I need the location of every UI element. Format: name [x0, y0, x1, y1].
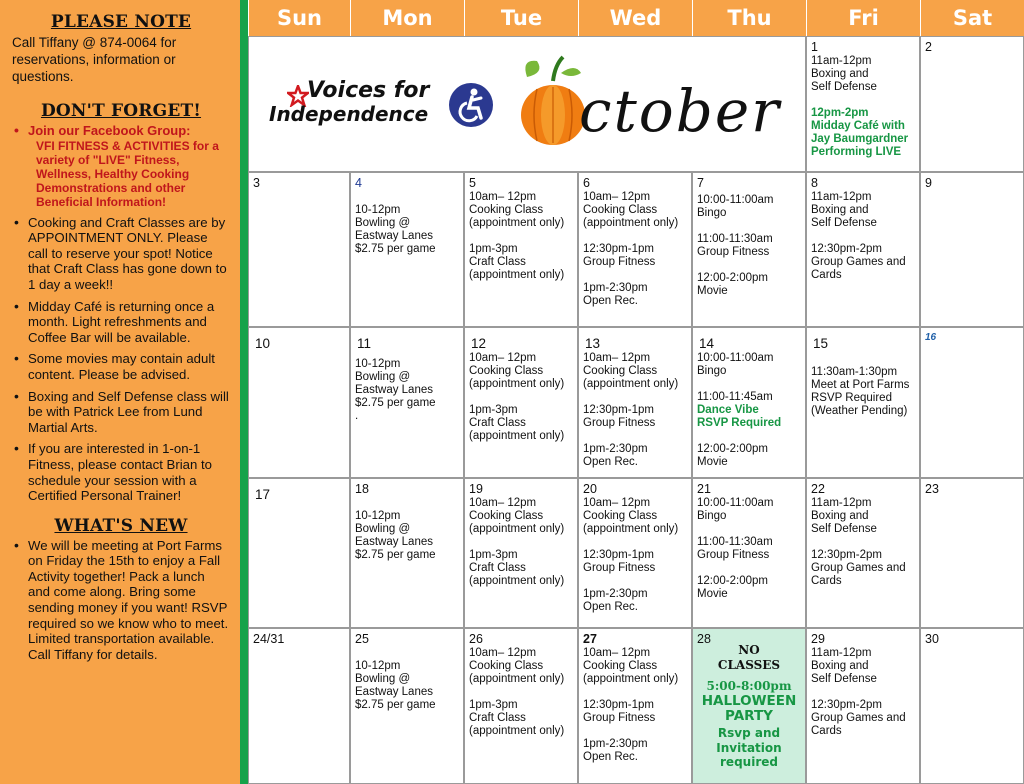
accessibility-icon: [447, 81, 495, 129]
day-cell-5: [464, 172, 578, 327]
date-number: 27: [583, 632, 597, 646]
list-item: • Cooking and Craft Classes are by APPOINTMENT ONLY. Please call to reserve your spot! Notice that Craft Class has gone down to 1 day a week!!: [12, 215, 230, 293]
day-header-wed: Wed: [578, 0, 692, 36]
date-number: 29: [811, 632, 825, 646]
october-title: ctober: [579, 77, 781, 145]
date-number: 16: [925, 332, 937, 343]
whats-new-list: [12, 538, 230, 663]
bowling-event: 10-12pm Bowling @ Eastway Lanes $2.75 per game: [355, 510, 436, 561]
date-number: 9: [925, 176, 932, 190]
date-number: 23: [925, 482, 939, 496]
craft-class-event: 1pm-3pm Craft Class (appointment only): [469, 404, 565, 442]
date-number: 2: [925, 40, 932, 54]
bingo-event: 10:00-11:00am Bingo: [697, 194, 774, 219]
date-number: 30: [925, 632, 939, 646]
cooking-class-event: 10am– 12pm Cooking Class (appointment only): [469, 497, 565, 535]
day-cell-13: [578, 327, 692, 478]
cooking-class-event: 10am– 12pm Cooking Class (appointment only): [583, 191, 679, 229]
date-number: 18: [355, 482, 369, 496]
day-cell-11: [350, 327, 464, 478]
halloween-time: 5:00-8:00pm: [706, 679, 792, 693]
day-cell-25: [350, 628, 464, 784]
cooking-class-event: 10am– 12pm Cooking Class (appointment only): [583, 352, 679, 390]
list-item: • If you are interested in 1-on-1 Fitness, please contact Brian to schedule your session with a Certified Personal Trainer!: [12, 441, 230, 503]
open-rec-event: 1pm-2:30pm Open Rec.: [583, 738, 648, 763]
movie-event: 12:00-2:00pm Movie: [697, 272, 768, 297]
date-number: 10: [255, 336, 271, 351]
bowling-event: 10-12pm Bowling @ Eastway Lanes $2.75 per game .: [355, 358, 436, 422]
date-number: 12: [471, 336, 487, 351]
date-number: 26: [469, 632, 483, 646]
craft-class-event: 1pm-3pm Craft Class (appointment only): [469, 243, 565, 281]
date-number: 21: [697, 482, 711, 496]
craft-class-event: 1pm-3pm Craft Class (appointment only): [469, 699, 565, 737]
halloween-rsvp-note: Rsvp and Invitation required: [716, 726, 782, 769]
craft-class-event: 1pm-3pm Craft Class (appointment only): [469, 549, 565, 587]
day-cell-6: [578, 172, 692, 327]
movie-event: 12:00-2:00pm Movie: [697, 575, 768, 600]
day-cell-8: [806, 172, 920, 327]
cooking-class-event: 10am– 12pm Cooking Class (appointment only): [583, 647, 679, 685]
day-cell-19: [464, 478, 578, 628]
day-header-sun: Sun: [248, 0, 350, 36]
day-cell-26: [464, 628, 578, 784]
day-cell-15: [806, 327, 920, 478]
day-cell-29: [806, 628, 920, 784]
open-rec-event: 1pm-2:30pm Open Rec.: [583, 282, 648, 307]
bowling-event: 10-12pm Bowling @ Eastway Lanes $2.75 per game: [355, 660, 436, 711]
date-number: 5: [469, 176, 476, 190]
group-fitness-event: 12:30pm-1pm Group Fitness: [583, 549, 656, 574]
list-item: • Some movies may contain adult content. Please be advised.: [12, 351, 230, 382]
dont-forget-list: [12, 123, 230, 504]
day-cell-21: [692, 478, 806, 628]
green-divider: [240, 0, 248, 784]
day-cell-1: [806, 36, 920, 172]
day-cell-20: [578, 478, 692, 628]
group-games-event: 12:30pm-2pm Group Games and Cards: [811, 243, 906, 281]
day-cell-30: [920, 628, 1024, 784]
logo-line-1: Voices for: [307, 78, 430, 103]
day-header-fri: Fri: [806, 0, 920, 36]
event-title: Boxing and: [811, 68, 869, 80]
voices-for-independence-logo: [269, 79, 429, 125]
bowling-event: 10-12pm Bowling @ Eastway Lanes $2.75 per game: [355, 204, 436, 255]
port-farms-event: 11:30am-1:30pm Meet at Port Farms RSVP Required (Weather Pending): [811, 366, 910, 417]
day-cell-23: [920, 478, 1024, 628]
info-sidebar: [0, 0, 240, 784]
dont-forget-heading: DON'T FORGET!: [40, 101, 202, 121]
date-number: 4: [355, 176, 362, 190]
date-number: 3: [253, 176, 260, 190]
day-cell-18: [350, 478, 464, 628]
date-number: 11: [357, 336, 372, 351]
dance-vibe-event: Dance Vibe RSVP Required: [697, 404, 782, 429]
group-games-event: 12:30pm-2pm Group Games and Cards: [811, 699, 906, 737]
day-cell-14: [692, 327, 806, 478]
day-cell-16: [920, 327, 1024, 478]
day-cell-10: [248, 327, 350, 478]
cooking-class-event: 10am– 12pm Cooking Class (appointment only): [469, 191, 565, 229]
please-note-heading: PLEASE NOTE: [50, 12, 192, 32]
boxing-event: 11am-12pm Boxing and Self Defense: [811, 647, 877, 685]
day-cell-27: [578, 628, 692, 784]
day-header-tue: Tue: [464, 0, 578, 36]
open-rec-event: 1pm-2:30pm Open Rec.: [583, 588, 648, 613]
day-cell-7: [692, 172, 806, 327]
group-fitness-event: 12:30pm-1pm Group Fitness: [583, 404, 656, 429]
group-games-event: 12:30pm-2pm Group Games and Cards: [811, 549, 906, 587]
facebook-group-item: [12, 123, 230, 209]
date-number: 20: [583, 482, 597, 496]
date-number: 22: [811, 482, 825, 496]
movie-event: 12:00-2:00pm Movie: [697, 443, 768, 468]
event-time: 11am-12pm: [811, 55, 872, 67]
day-cell-4: [350, 172, 464, 327]
day-cell-12: [464, 327, 578, 478]
group-fitness-event: 12:30pm-1pm Group Fitness: [583, 243, 656, 268]
cooking-class-event: 10am– 12pm Cooking Class (appointment only): [469, 352, 565, 390]
group-fitness-event: 11:00-11:30am Group Fitness: [697, 536, 773, 561]
day-cell-28: [692, 628, 806, 784]
boxing-event: 11am-12pm Boxing and Self Defense: [811, 497, 877, 535]
date-number: 19: [469, 482, 483, 496]
date-number: 7: [697, 176, 704, 190]
whats-new-heading: WHAT'S NEW: [54, 515, 188, 536]
group-fitness-event: 12:30pm-1pm Group Fitness: [583, 699, 656, 724]
date-number: 14: [699, 336, 715, 351]
day-cell-17: [248, 478, 350, 628]
logo-line-2: Independence: [269, 102, 429, 126]
cooking-class-event: 10am– 12pm Cooking Class (appointment only): [469, 647, 565, 685]
date-number: 13: [585, 336, 601, 351]
date-number: 25: [355, 632, 369, 646]
please-note-text: Call Tiffany @ 874-0064 for reservations, information or questions.: [12, 35, 177, 84]
day-header-mon: Mon: [350, 0, 464, 36]
list-item: • Boxing and Self Defense class will be with Patrick Lee from Lund Martial Arts.: [12, 389, 230, 436]
date-number: 6: [583, 176, 590, 190]
no-classes-label: NO CLASSES: [717, 643, 781, 672]
date-number: 8: [811, 176, 818, 190]
dance-vibe-time: 11:00-11:45am: [697, 391, 773, 403]
day-cell-22: [806, 478, 920, 628]
date-number: 17: [255, 487, 271, 502]
bingo-event: 10:00-11:00am Bingo: [697, 352, 774, 377]
day-cell-3: [248, 172, 350, 327]
day-cell-24-31: [248, 628, 350, 784]
october-banner: [248, 36, 806, 172]
list-item: • We will be meeting at Port Farms on Friday the 15th to enjoy a Fall Activity together! Pack a lunch and come along. Bring some sending money if you want! RSVP required so we know who to meet. Limited transportation available. Call Tiffany for details.: [12, 538, 230, 663]
midday-cafe-event: 12pm-2pm Midday Café with Jay Baumgardner Performing LIVE: [811, 107, 909, 158]
date-number: 24/31: [253, 632, 285, 646]
list-item: • Midday Café is returning once a month. Light refreshments and Coffee Bar will be available.: [12, 299, 230, 346]
event-title: Self Defense: [811, 81, 877, 93]
date-number: 1: [811, 40, 818, 54]
bingo-event: 10:00-11:00am Bingo: [697, 497, 774, 522]
cooking-class-event: 10am– 12pm Cooking Class (appointment only): [583, 497, 679, 535]
facebook-group-title: Join our Facebook Group:: [28, 123, 191, 138]
day-header-sat: Sat: [920, 0, 1024, 36]
open-rec-event: 1pm-2:30pm Open Rec.: [583, 443, 648, 468]
day-cell-9: [920, 172, 1024, 327]
date-number: 28: [697, 632, 711, 646]
boxing-event: 11am-12pm Boxing and Self Defense: [811, 191, 877, 229]
halloween-party-title: HALLOWEEN PARTY: [701, 693, 797, 724]
facebook-group-desc: VFI FITNESS & ACTIVITIES for a variety of "LIVE" Fitness, Wellness, Healthy Cooking Demonstrations and other Beneficial Information!: [36, 138, 219, 209]
day-cell-2: [920, 36, 1024, 172]
group-fitness-event: 11:00-11:30am Group Fitness: [697, 233, 773, 258]
day-header-thu: Thu: [692, 0, 806, 36]
date-number: 15: [813, 336, 829, 351]
